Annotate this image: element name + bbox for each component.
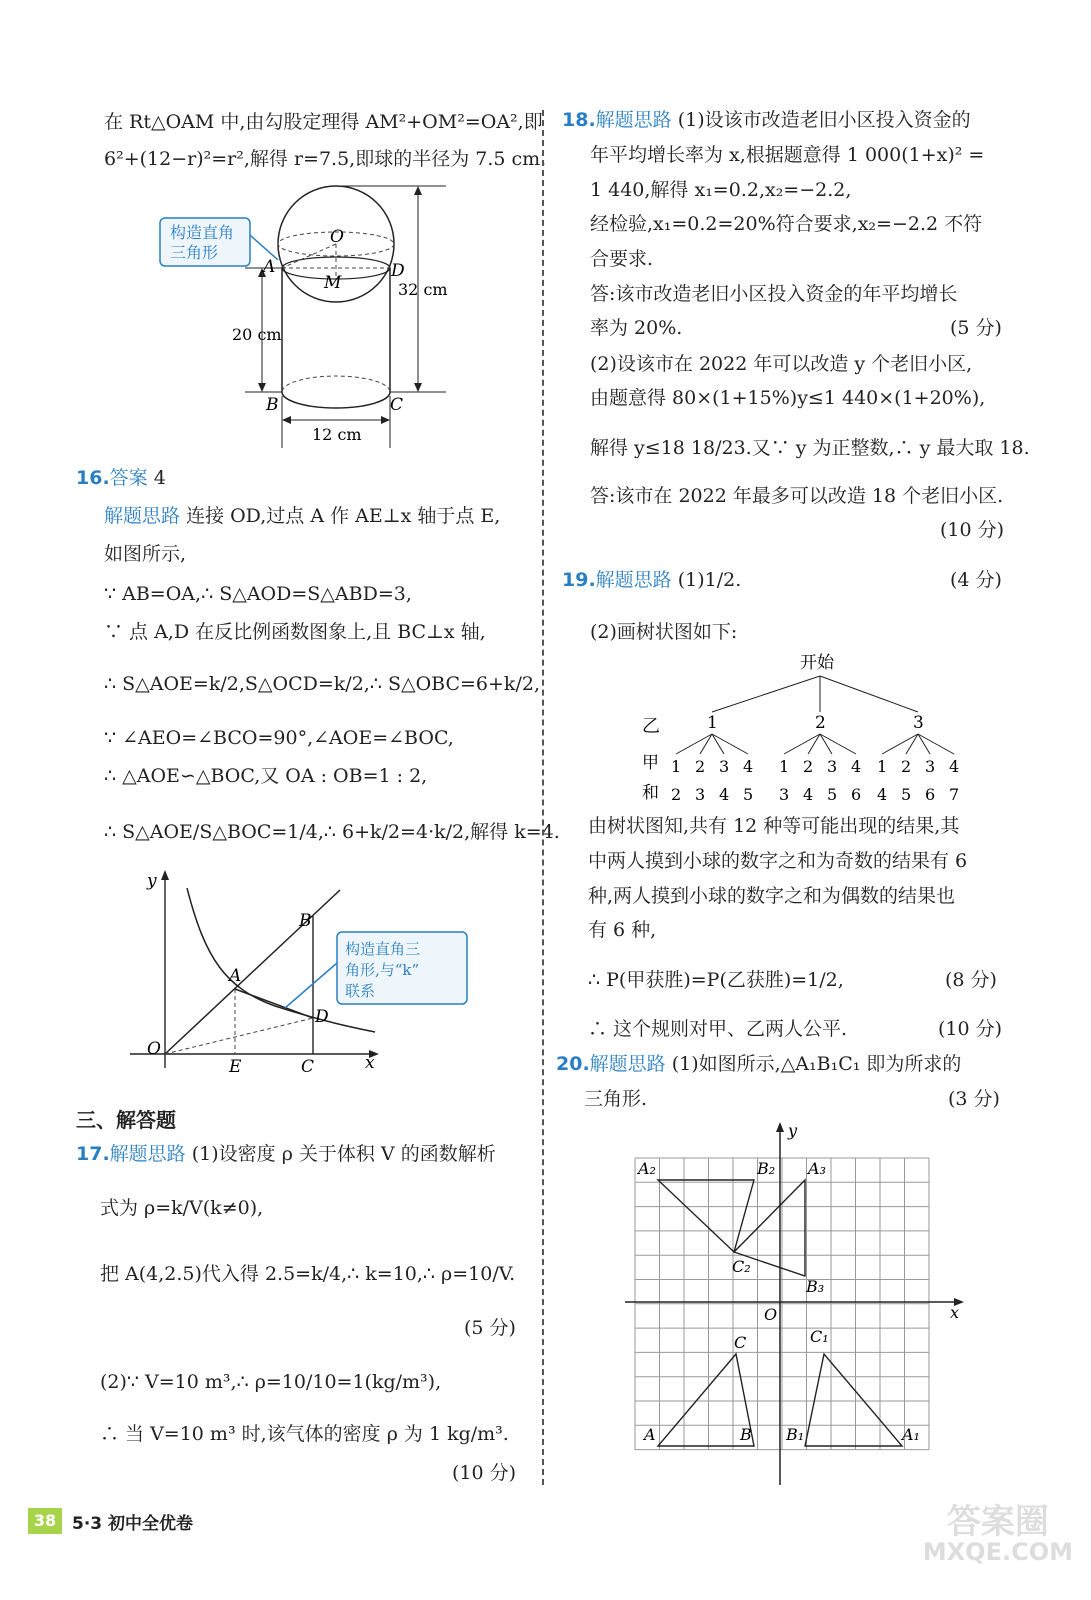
q17-label: 解题思路 (109, 1143, 186, 1165)
column-divider (542, 110, 544, 1485)
tree-jia-node: 3 (827, 757, 838, 776)
tree-yi-node: 2 (815, 713, 826, 733)
label-B: B (740, 1425, 752, 1444)
intro-line-1: 在 Rt△OAM 中,由勾股定理得 AM²+OM²=OA²,即 (104, 111, 543, 133)
q19-part2: (2)画树状图如下: (590, 621, 738, 643)
q16-line-1 (104, 504, 500, 528)
q19-score-3: (10 分) (938, 1018, 1003, 1040)
q20-number: 20. (556, 1053, 590, 1075)
q17-number: 17. (76, 1143, 110, 1165)
q18-line-4: 经检验,x₁=0.2=20%符合要求,x₂=−2.2 不符 (590, 213, 983, 235)
dim-32cm: 32 cm (398, 280, 448, 299)
grid-axis-y: y (788, 1121, 798, 1140)
label-D: D (315, 1007, 329, 1027)
q19-label: 解题思路 (595, 569, 672, 591)
tree-branch (784, 734, 820, 754)
label-C2: C₂ (732, 1257, 751, 1276)
tree-sum-node: 4 (877, 785, 888, 804)
dim-12cm: 12 cm (312, 425, 362, 444)
tree-jia-node: 1 (671, 757, 682, 776)
q16-line-8: ∴ S△AOE/S△BOC=1/4,∴ 6+k/2=4·k/2,解得 k=4. (104, 821, 560, 843)
q20-line-1 (556, 1052, 961, 1076)
tree-sum-node: 7 (949, 785, 960, 804)
tree-sum-node: 6 (925, 785, 936, 804)
q18-line-11: 答:该市在 2022 年最多可以改造 18 个老旧小区. (590, 485, 1004, 507)
label-A: A (229, 966, 242, 986)
q17-score-2: (10 分) (452, 1462, 517, 1484)
page-number: 38 (28, 1508, 62, 1534)
q16-answer-row (76, 466, 166, 490)
q16-line-7: ∴ △AOE∽△BOC,又 OA : OB=1 : 2, (104, 765, 428, 787)
q18-line-10: 解得 y≤18 18/23.又∵ y 为正整数,∴ y 最大取 18. (590, 437, 1030, 459)
label-B: B (299, 911, 312, 931)
q17-line-5: ∴ 当 V=10 m³ 时,该气体的密度 ρ 为 1 kg/m³. (100, 1423, 509, 1445)
q18-score-1: (5 分) (950, 317, 1002, 339)
q18-line-8: (2)设该市在 2022 年可以改造 y 个老旧小区, (590, 353, 973, 375)
label-E: E (229, 1057, 242, 1077)
callout-line-2: 三角形 (170, 243, 219, 262)
q20-score: (3 分) (948, 1088, 1000, 1110)
grid-origin: O (764, 1305, 778, 1324)
q18-line-1 (562, 108, 971, 132)
q19-line-4: 种,两人摸到小球的数字之和为偶数的结果也 (588, 885, 956, 907)
tree-sum-node: 5 (901, 785, 912, 804)
row-label-he: 和 (642, 783, 659, 803)
label-A2: A₂ (638, 1159, 656, 1178)
tree-sum-node: 5 (743, 785, 754, 804)
label-C: C (301, 1057, 315, 1077)
q18-score-2: (10 分) (940, 519, 1005, 541)
tree-diagram (630, 650, 990, 810)
q16-number: 16. (76, 467, 110, 489)
row-label-yi: 乙 (642, 716, 660, 737)
q18-text-1: (1)设该市改造老旧小区投入资金的 (677, 109, 971, 131)
q17-line-2: 式为 ρ=k/V(k≠0), (100, 1197, 264, 1219)
watermark-bottom: MXQE.COM (922, 1538, 1073, 1566)
q20-text-1: (1)如图所示,△A₁B₁C₁ 即为所求的 (671, 1053, 962, 1075)
label-A1: A₁ (902, 1425, 920, 1444)
q16-line-5: ∴ S△AOE=k/2,S△OCD=k/2,∴ S△OBC=6+k/2, (104, 673, 540, 695)
q17-line-4: (2)∵ V=10 m³,∴ ρ=10/10=1(kg/m³), (100, 1371, 442, 1393)
tree-sum-node: 3 (695, 785, 706, 804)
callout-line-1: 构造直角三 (345, 940, 421, 958)
q19-line-3: 中两人摸到小球的数字之和为奇数的结果有 6 (588, 850, 968, 872)
q18-line-6: 答:该市改造老旧小区投入资金的年平均增长 (590, 283, 958, 305)
tree-sum-node: 3 (779, 785, 790, 804)
tree-branch (712, 734, 748, 754)
watermark-top: 答案圈 (946, 1502, 1049, 1542)
tree-yi-node: 1 (707, 713, 718, 733)
q20-label: 解题思路 (589, 1053, 666, 1075)
tree-yi-node: 3 (913, 713, 924, 733)
dim-20cm: 20 cm (232, 325, 282, 344)
label-B3: B₃ (806, 1277, 825, 1296)
q16-graph (125, 868, 475, 1078)
axis-y: y (147, 871, 157, 891)
row-label-jia: 甲 (642, 753, 659, 773)
q16-line-4: ∵ 点 A,D 在反比例函数图象上,且 BC⊥x 轴, (104, 621, 486, 643)
label-B2: B₂ (757, 1159, 776, 1178)
q19-line-2: 由树状图知,共有 12 种等可能出现的结果,其 (588, 815, 960, 837)
label-B1: B₁ (786, 1425, 805, 1444)
q18-label: 解题思路 (595, 109, 672, 131)
q17-text-1: (1)设密度 ρ 关于体积 V 的函数解析 (191, 1143, 496, 1165)
grid-axis-x: x (950, 1303, 960, 1322)
label-C1: C₁ (810, 1327, 829, 1346)
q17-line-1 (76, 1142, 496, 1166)
label-A3: A₃ (808, 1159, 826, 1178)
tree-sum-node: 2 (671, 785, 682, 804)
callout-line-3: 联系 (345, 982, 376, 1000)
q18-line-9: 由题意得 80×(1+15%)y≤1 440×(1+20%), (590, 387, 986, 409)
q19-part1: (1)1/2. (677, 569, 742, 591)
grid-figure (620, 1120, 980, 1485)
q18-line-2: 年平均增长率为 x,根据题意得 1 000(1+x)² = (590, 144, 985, 166)
label-C: C (390, 395, 404, 415)
tree-jia-node: 3 (719, 757, 730, 776)
watermark (922, 1502, 1073, 1566)
q18-line-3: 1 440,解得 x₁=0.2,x₂=−2.2, (590, 179, 852, 201)
q19-score-1: (4 分) (950, 569, 1002, 591)
label-D: D (391, 261, 405, 281)
q19-line-5: 有 6 种, (588, 919, 657, 941)
q19-line-6: ∴ P(甲获胜)=P(乙获胜)=1/2, (588, 969, 844, 991)
q20-line-2: 三角形. (584, 1088, 648, 1110)
axis-x: x (365, 1053, 375, 1073)
q18-line-7: 率为 20%. (590, 317, 683, 339)
tree-jia-node: 1 (877, 757, 888, 776)
label-A: A (263, 257, 276, 277)
sphere-cylinder-figure (150, 180, 460, 450)
tree-root: 开始 (800, 653, 834, 673)
tree-branch (918, 734, 954, 754)
tree-sum-node: 5 (827, 785, 838, 804)
tree-jia-node: 4 (743, 757, 754, 776)
q16-answer: 4 (153, 467, 166, 489)
label-B: B (266, 395, 279, 415)
q19-number: 19. (562, 569, 596, 591)
callout-line-1: 构造直角 (170, 223, 235, 242)
tree-jia-node: 2 (695, 757, 706, 776)
callout-line-2: 角形,与“k” (345, 961, 420, 979)
tree-branch (676, 734, 712, 754)
q16-text-1: 连接 OD,过点 A 作 AE⊥x 轴于点 E, (186, 505, 501, 527)
intro-line-2: 6²+(12−r)²=r²,解得 r=7.5,即球的半径为 7.5 cm. (104, 148, 547, 170)
tree-jia-node: 4 (949, 757, 960, 776)
label-O: O (147, 1039, 161, 1059)
label-O: O (330, 227, 344, 247)
q18-number: 18. (562, 109, 596, 131)
tree-jia-node: 2 (803, 757, 814, 776)
tree-jia-node: 4 (851, 757, 862, 776)
tree-sum-node: 4 (803, 785, 814, 804)
q19-line-1 (562, 568, 741, 592)
label-A: A (644, 1425, 656, 1444)
tree-jia-node: 2 (901, 757, 912, 776)
q17-line-3: 把 A(4,2.5)代入得 2.5=k/4,∴ k=10,∴ ρ=10/V. (100, 1263, 516, 1285)
tree-branch (882, 734, 918, 754)
label-M: M (324, 273, 342, 293)
q19-line-7: ∴ 这个规则对甲、乙两人公平. (588, 1018, 848, 1040)
q16-answer-label: 答案 (109, 467, 148, 489)
q16-line-2: 如图所示, (104, 543, 187, 565)
tree-jia-node: 1 (779, 757, 790, 776)
q18-line-5: 合要求. (590, 248, 654, 270)
tree-jia-node: 3 (925, 757, 936, 776)
tree-sum-node: 6 (851, 785, 862, 804)
q16-line-6: ∵ ∠AEO=∠BCO=90°,∠AOE=∠BOC, (104, 727, 454, 749)
q17-score-1: (5 分) (464, 1317, 516, 1339)
tree-sum-node: 4 (719, 785, 730, 804)
q19-score-2: (8 分) (945, 969, 997, 991)
q16-label: 解题思路 (104, 505, 181, 527)
book-title: 5·3 初中全优卷 (72, 1514, 194, 1534)
tree-branch (820, 734, 856, 754)
q16-line-3: ∵ AB=OA,∴ S△AOD=S△ABD=3, (104, 583, 412, 605)
label-C: C (734, 1333, 747, 1352)
section-title: 三、解答题 (76, 1108, 176, 1132)
